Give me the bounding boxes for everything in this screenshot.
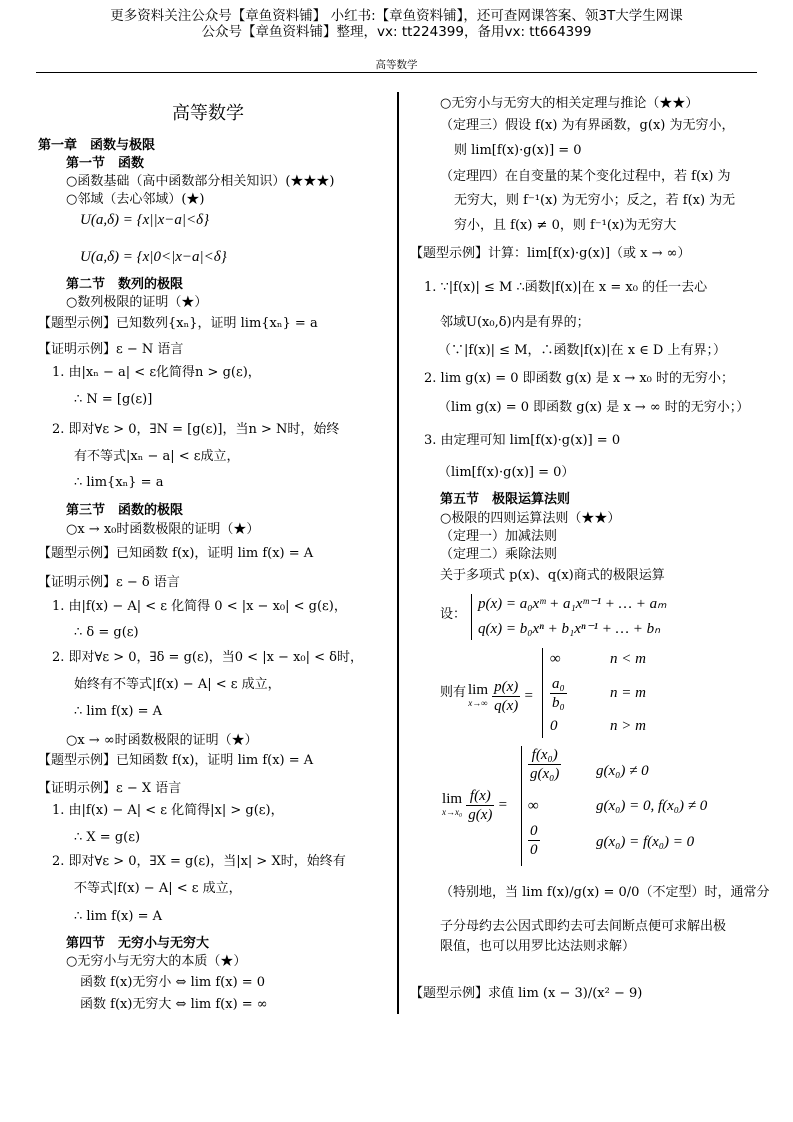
banner-line-1: 更多资料关注公众号【章鱼资料铺】 小红书:【章鱼资料铺】，还可查网课答案、领3T大学生网课 bbox=[110, 8, 683, 24]
example-text: 已知函数 f(x)，证明 lim f(x) = A bbox=[116, 753, 314, 768]
case-value bbox=[528, 822, 540, 859]
proof-text: ε − X 语言 bbox=[116, 781, 182, 796]
proof-label: 【证明示例】 bbox=[38, 342, 117, 357]
limit-expression: lim x→∞ $\frac{p(x)}{q(x)}$ = bbox=[468, 679, 533, 714]
fraction bbox=[466, 787, 494, 824]
case-condition: n > m bbox=[610, 718, 646, 734]
bullet-item: ○函数基础（高中函数部分相关知识）(★★★) bbox=[66, 174, 335, 189]
section-heading: 第二节 数列的极限 bbox=[66, 277, 184, 292]
header-rule bbox=[36, 72, 757, 73]
banner-line-2: 公众号【章鱼资料铺】整理，vx: tt224399，备用vx: tt664399 bbox=[201, 24, 592, 40]
denominator: g(x₀) bbox=[530, 766, 560, 782]
column-divider bbox=[397, 92, 399, 1014]
example-text: 计算：lim[f(x)·g(x)]（或 x → ∞） bbox=[488, 246, 691, 261]
note-line: （特别地，当 lim f(x)/g(x) = 0/0（不定型）时，通常分 bbox=[440, 885, 770, 900]
polynomial-q: q(x) = b₀xⁿ + b₁xⁿ⁻¹ + … + bₙ bbox=[478, 621, 661, 637]
example-label: 【题型示例】 bbox=[410, 246, 489, 261]
cases-brace bbox=[521, 746, 522, 866]
running-header: 高等数学 bbox=[375, 59, 418, 71]
proof-step: ∴ lim{xₙ} = a bbox=[74, 475, 164, 490]
bullet-item: ○x → x₀时函数极限的证明（★） bbox=[66, 522, 260, 537]
section-heading: 第三节 函数的极限 bbox=[66, 503, 184, 518]
page-title: 高等数学 bbox=[172, 103, 244, 124]
numerator: p(x) bbox=[494, 679, 519, 695]
theorem-line: 穷小，且 f(x) ≠ 0，则 f⁻¹(x)为无穷大 bbox=[454, 218, 677, 233]
rule-item: （定理一）加减法则 bbox=[440, 529, 558, 544]
example-line bbox=[38, 752, 313, 770]
theorem-line: （定理三）假设 f(x) 为有界函数，g(x) 为无穷小， bbox=[440, 118, 735, 133]
bullet-item: ○无穷小与无穷大的相关定理与推论（★★） bbox=[440, 96, 699, 111]
proof-step: ∴ δ = g(ε) bbox=[74, 625, 139, 640]
case-value: ∞ bbox=[528, 798, 539, 814]
chapter-heading: 第一章 函数与极限 bbox=[38, 138, 156, 153]
formula: U(a,δ) = {x|0<|x−a|<δ} bbox=[80, 249, 227, 265]
lim-subscript: x→x₀ bbox=[442, 807, 463, 817]
proof-step: 2. 即对∀ε > 0，∃δ = g(ε)，当0 < |x − x₀| < δ时， bbox=[52, 650, 363, 665]
section-heading: 第五节 极限运算法则 bbox=[440, 492, 571, 507]
lim-subscript: x→∞ bbox=[468, 698, 488, 708]
proof-line bbox=[38, 574, 180, 592]
theorem-line: 无穷大，则 f⁻¹(x) 为无穷小；反之，若 f(x) 为无 bbox=[454, 193, 736, 208]
example-label: 【题型示例】 bbox=[38, 316, 117, 331]
section-heading: 第一节 函数 bbox=[66, 156, 145, 171]
numerator: 0 bbox=[530, 823, 538, 839]
proof-step: ∴ X = g(ε) bbox=[74, 830, 141, 845]
proof-step: 始终有不等式|f(x) − A| < ε 成立， bbox=[74, 677, 281, 692]
example-text: 已知数列{xₙ}，证明 lim{xₙ} = a bbox=[116, 316, 318, 331]
solution-step: 1. ∵|f(x)| ≤ M ∴函数|f(x)|在 x = x₀ 的任一去心 bbox=[424, 280, 708, 295]
solution-step: （lim[f(x)·g(x)] = 0） bbox=[438, 465, 575, 480]
case-condition: n = m bbox=[610, 685, 646, 701]
solution-step: （∵|f(x)| ≤ M，∴函数|f(x)|在 x ∈ D 上有界；） bbox=[438, 343, 726, 358]
numerator: a₀ bbox=[552, 676, 565, 692]
proof-text: ε − N 语言 bbox=[116, 342, 184, 357]
denominator: 0 bbox=[530, 842, 538, 858]
solution-step: 邻域U(x₀,δ)内是有界的； bbox=[440, 315, 590, 330]
statement: 函数 f(x)无穷小 ⇔ lim f(x) = 0 bbox=[80, 975, 266, 990]
bullet-item: ○x → ∞时函数极限的证明（★） bbox=[66, 733, 258, 748]
cases-label: 则有 bbox=[440, 685, 467, 700]
proof-label: 【证明示例】 bbox=[38, 781, 117, 796]
solution-step: 3. 由定理可知 lim[f(x)·g(x)] = 0 bbox=[424, 433, 621, 448]
proof-step: 2. 即对∀ε > 0，∃N = [g(ε)]，当n > N时，始终 bbox=[52, 422, 340, 437]
proof-step: 不等式|f(x) − A| < ε 成立， bbox=[74, 881, 242, 896]
example-label: 【题型示例】 bbox=[410, 986, 489, 1001]
example-text: 已知函数 f(x)，证明 lim f(x) = A bbox=[116, 546, 314, 561]
example-line bbox=[410, 245, 690, 263]
proof-step: ∴ lim f(x) = A bbox=[74, 704, 163, 719]
case-condition: n < m bbox=[610, 651, 646, 667]
lim-text: lim bbox=[442, 791, 463, 807]
theorem-line: 则 lim[f(x)·g(x)] = 0 bbox=[454, 143, 582, 158]
note-line: 限值，也可以用罗比达法则求解） bbox=[440, 939, 636, 954]
rule-item: （定理二）乘除法则 bbox=[440, 547, 558, 562]
case-value bbox=[550, 675, 567, 712]
denominator: q(x) bbox=[494, 698, 519, 714]
proof-step: ∴ N = [g(ε)] bbox=[74, 392, 153, 407]
fraction bbox=[492, 678, 520, 715]
proof-step: 2. 即对∀ε > 0，∃X = g(ε)，当|x| > X时，始终有 bbox=[52, 854, 346, 869]
formula: U(a,δ) = {x||x−a|<δ} bbox=[80, 212, 210, 228]
proof-step: 1. 由|xₙ − a| < ε化简得n > g(ε)， bbox=[52, 365, 261, 380]
bullet-item: ○数列极限的证明（★） bbox=[66, 295, 208, 310]
solution-step: 2. lim g(x) = 0 即函数 g(x) 是 x → x₀ 时的无穷小； bbox=[424, 371, 735, 386]
case-value: 0 bbox=[550, 718, 558, 734]
system-brace bbox=[471, 594, 472, 640]
statement: 关于多项式 p(x)、q(x)商式的极限运算 bbox=[440, 568, 665, 583]
proof-line bbox=[38, 341, 183, 359]
bullet-item: ○邻域（去心邻域）(★) bbox=[66, 192, 205, 207]
limit-operator bbox=[442, 793, 462, 818]
bullet-item: ○无穷小与无穷大的本质（★） bbox=[66, 954, 247, 969]
denominator: b₀ bbox=[552, 695, 565, 711]
theorem-line: （定理四）在自变量的某个变化过程中，若 f(x) 为 bbox=[440, 169, 731, 184]
example-label: 【题型示例】 bbox=[38, 753, 117, 768]
example-line bbox=[410, 985, 642, 1003]
proof-step: 1. 由|f(x) − A| < ε 化简得|x| > g(ε)， bbox=[52, 803, 284, 818]
proof-step: ∴ lim f(x) = A bbox=[74, 909, 163, 924]
limit-operator bbox=[468, 684, 488, 709]
proof-line bbox=[38, 780, 181, 798]
denominator: g(x) bbox=[468, 807, 493, 823]
example-label: 【题型示例】 bbox=[38, 546, 117, 561]
note-line: 子分母约去公因式即约去可去间断点便可求解出极 bbox=[440, 919, 727, 934]
example-line bbox=[38, 315, 318, 333]
section-heading: 第四节 无穷小与无穷大 bbox=[66, 936, 210, 951]
limit-expression: lim x→x₀ $\frac{f(x)}{g(x)}$ = bbox=[442, 788, 508, 823]
proof-text: ε − δ 语言 bbox=[116, 575, 180, 590]
example-text: 求值 lim (x − 3)/(x² − 9) bbox=[488, 986, 643, 1001]
example-line bbox=[38, 545, 313, 563]
bullet-item: ○极限的四则运算法则（★★） bbox=[440, 511, 621, 526]
cases-brace bbox=[542, 648, 543, 738]
system-label: 设： bbox=[440, 607, 467, 622]
case-condition: g(x₀) = f(x₀) = 0 bbox=[596, 834, 695, 850]
case-value bbox=[528, 746, 561, 783]
case-condition: g(x₀) ≠ 0 bbox=[596, 763, 649, 779]
statement: 函数 f(x)无穷大 ⇔ lim f(x) = ∞ bbox=[80, 997, 268, 1012]
proof-label: 【证明示例】 bbox=[38, 575, 117, 590]
numerator: f(x₀) bbox=[528, 746, 561, 765]
lim-text: lim bbox=[468, 682, 489, 698]
polynomial-p: p(x) = a₀xᵐ + a₁xᵐ⁻¹ + … + aₘ bbox=[478, 596, 667, 612]
case-value: ∞ bbox=[550, 651, 561, 667]
proof-step: 1. 由|f(x) − A| < ε 化简得 0 < |x − x₀| < g(ε)， bbox=[52, 599, 347, 614]
proof-step: 有不等式|xₙ − a| < ε成立， bbox=[74, 449, 240, 464]
case-condition: g(x₀) = 0, f(x₀) ≠ 0 bbox=[596, 798, 708, 814]
numerator: f(x) bbox=[466, 787, 494, 806]
solution-step: （lim g(x) = 0 即函数 g(x) 是 x → ∞ 时的无穷小；） bbox=[438, 400, 750, 415]
